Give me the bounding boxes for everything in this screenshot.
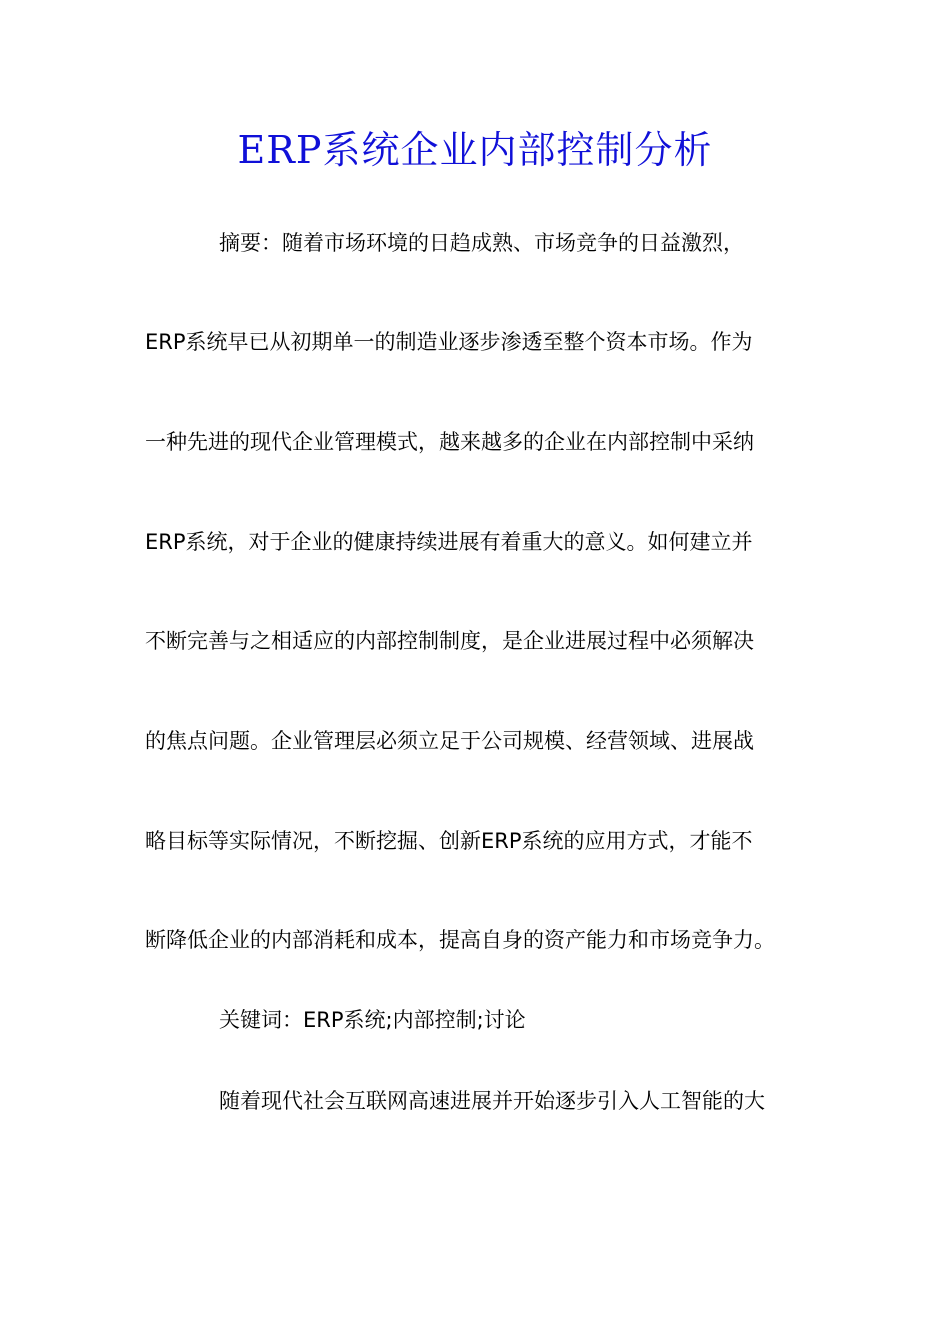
- abstract-line-5: 不断完善与之相适应的内部控制制度，是企业进展过程中必须解决: [145, 629, 754, 653]
- document-title: ERP系统企业内部控制分析: [237, 128, 713, 172]
- abstract-line-7: 略目标等实际情况，不断挖掘、创新ERP系统的应用方式，才能不: [145, 829, 753, 853]
- abstract-line-3: 一种先进的现代企业管理模式，越来越多的企业在内部控制中采纳: [145, 430, 754, 454]
- abstract-line-6: 的焦点问题。企业管理层必须立足于公司规模、经营领域、进展战: [145, 729, 754, 753]
- body-paragraph-line: 随着现代社会互联网高速进展并开始逐步引入人工智能的大: [219, 1089, 765, 1113]
- abstract-line-1: 摘要：随着市场环境的日趋成熟、市场竞争的日益激烈，: [219, 231, 744, 255]
- abstract-line-4: ERP系统，对于企业的健康持续进展有着重大的意义。如何建立并: [145, 530, 753, 554]
- abstract-line-2: ERP系统早已从初期单一的制造业逐步渗透至整个资本市场。作为: [145, 330, 753, 354]
- abstract-line-8: 断降低企业的内部消耗和成本，提高自身的资产能力和市场竞争力。: [145, 928, 775, 952]
- keywords-line: 关键词：ERP系统;内部控制;讨论: [219, 1008, 526, 1032]
